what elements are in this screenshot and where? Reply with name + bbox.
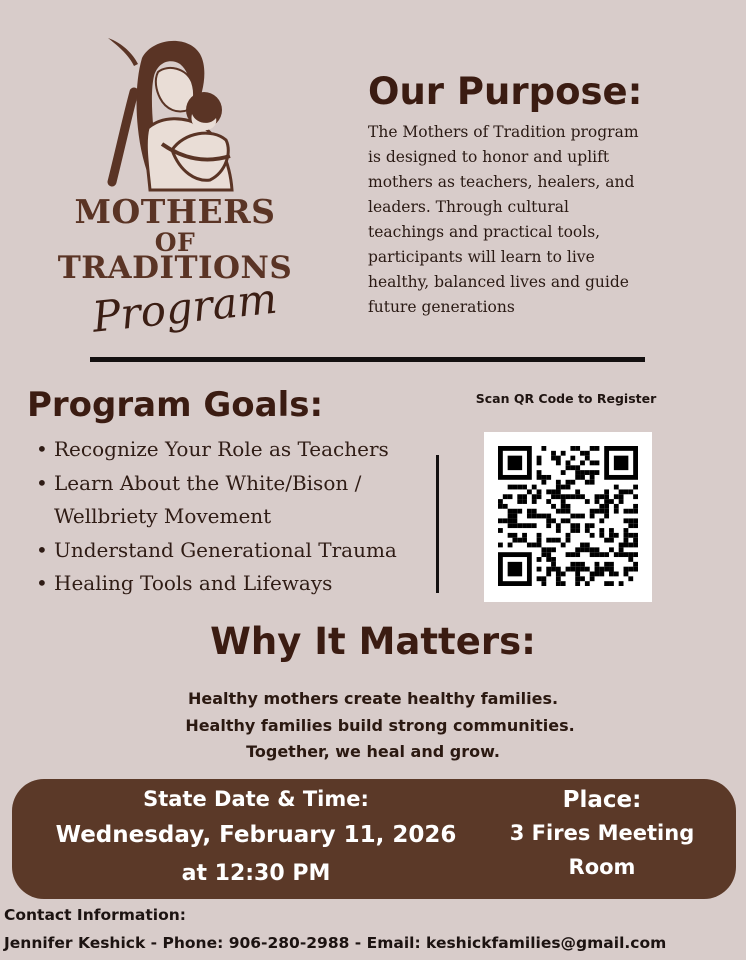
- event-banner: [12, 779, 736, 899]
- logo-line-program: Program: [89, 273, 280, 342]
- event-place-room: Room: [568, 855, 636, 879]
- logo-line-traditions: TRADITIONS: [57, 250, 293, 286]
- goal-item: • Understand Generational Trauma: [36, 534, 436, 568]
- goals-title: Program Goals:: [27, 385, 324, 425]
- why-lines: [0, 686, 746, 766]
- goal-item: • Recognize Your Role as Teachers: [36, 433, 436, 467]
- purpose-body: The Mothers of Tradition program is designed to honor and uplift mothers as teachers, healers, and leaders. Through cultural teachings and practical tools, participants will learn to live healthy, balanced lives and guide future generations: [368, 123, 639, 316]
- event-place: 3 Fires Meeting: [509, 821, 695, 845]
- why-title: Why It Matters:: [210, 620, 536, 663]
- mother-child-logo-icon: [92, 32, 252, 192]
- contact-label: Contact Information:: [4, 906, 186, 924]
- goal-item: • Learn About the White/Bison / Wellbriety Movement: [36, 467, 436, 534]
- qr-code-icon[interactable]: [484, 432, 652, 602]
- event-date: Wednesday, February 11, 2026: [55, 822, 457, 848]
- why-line: Healthy mothers create healthy families.: [187, 689, 559, 708]
- why-line: Together, we heal and grow.: [246, 742, 500, 761]
- logo-line-mothers: MOTHERS: [74, 192, 276, 231]
- place-label: Place:: [562, 787, 642, 813]
- goals-list: [36, 433, 436, 601]
- why-line: Healthy families build strong communities.: [185, 715, 575, 735]
- goal-item: • Healing Tools and Lifeways: [36, 567, 436, 601]
- qr-label: Scan QR Code to Register: [475, 391, 657, 406]
- event-time: at 12:30 PM: [181, 861, 331, 886]
- contact-details: Jennifer Keshick - Phone: 906-280-2988 - Email: keshickfamilies@gmail.com: [4, 934, 667, 952]
- logo-line-of: OF: [154, 228, 196, 257]
- date-label: State Date & Time:: [143, 787, 369, 811]
- purpose-title: Our Purpose:: [368, 70, 643, 113]
- horizontal-divider: [90, 357, 645, 362]
- vertical-divider: [436, 455, 439, 593]
